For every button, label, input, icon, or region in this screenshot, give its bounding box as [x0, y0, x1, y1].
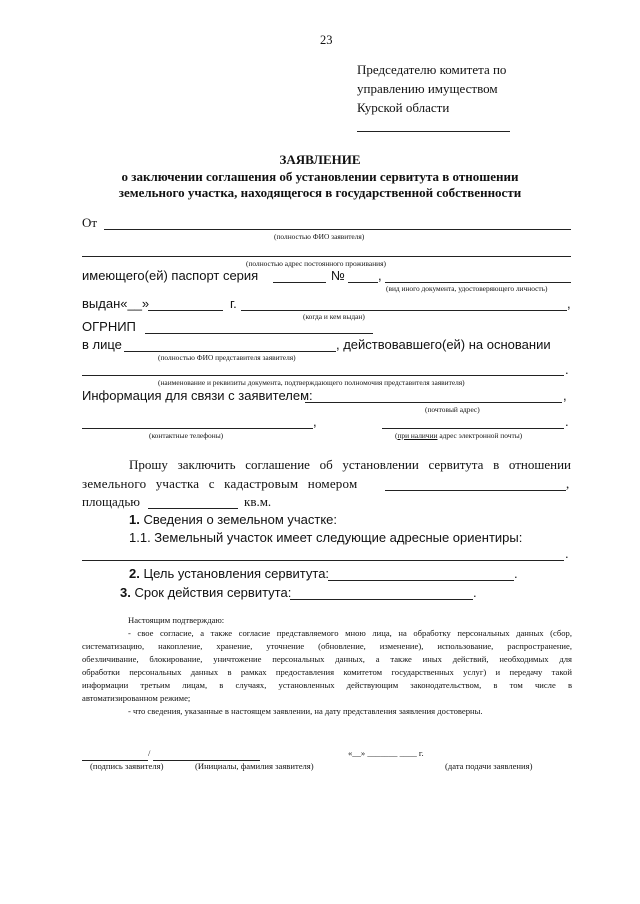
issued-by-field[interactable] — [241, 310, 567, 311]
submission-date-field[interactable]: «__» _______ ____ г. — [348, 748, 424, 758]
passport-number-field[interactable] — [348, 282, 378, 283]
addressee-line-2: управлению имуществом — [357, 81, 498, 96]
servitude-purpose-dot: . — [514, 566, 518, 581]
consent-line-1: - свое согласие, а также согласие представляемого мною лица, на обработку персональных данных (сбор, — [128, 628, 572, 638]
title-line-2: земельного участка, находящегося в государственной собственности — [118, 185, 522, 200]
cadastral-number-field[interactable] — [385, 490, 566, 491]
addressee-line-3: Курской области — [357, 100, 450, 115]
caption-phones: (контактные телефоны) — [149, 431, 224, 440]
email-field[interactable] — [382, 428, 564, 429]
passport-text: имеющего(ей) паспорт серия — [82, 268, 259, 283]
issued-month-field[interactable] — [148, 310, 223, 311]
passport-comma: , — [378, 268, 382, 283]
section-2-number: 2. — [129, 566, 140, 581]
consent-line-2: систематизацию, накопление, хранение, уточнение (обновление, изменение), использование, распространение, — [82, 641, 572, 651]
section-3-text: Срок действия сервитута: — [130, 585, 292, 600]
consent-intro: Настоящим подтверждаю: — [128, 615, 225, 625]
authority-document-field[interactable] — [82, 375, 564, 376]
phones-field[interactable] — [82, 428, 313, 429]
representative-prefix: в лице — [82, 337, 122, 352]
section-3-number: 3. — [120, 585, 131, 600]
postal-address-comma: , — [563, 388, 567, 403]
area-label: площадью — [82, 494, 140, 509]
issued-year-suffix: г. — [230, 296, 237, 311]
representative-basis-text: , действовавшего(ей) на основании — [336, 337, 551, 352]
caption-email — [395, 431, 522, 440]
section-1-1-text: 1.1. Земельный участок имеет следующие адресные ориентиры: — [129, 530, 523, 545]
postal-address-field[interactable] — [305, 402, 562, 403]
email-dot: . — [565, 414, 569, 429]
section-1-heading — [129, 512, 337, 527]
addressee-line-1: Председателю комитета по — [357, 62, 507, 77]
consent-line-4: обработки персональных данных в рамках предоставления комитетом государственных услуг) и передачу такой — [82, 667, 572, 677]
caption-issued-by: (когда и кем выдан) — [303, 312, 365, 321]
caption-authority-document: (наименование и реквизиты документа, подтверждающего полномочия представителя заявителя) — [158, 378, 465, 387]
caption-submission-date: (дата подачи заявления) — [445, 761, 533, 771]
servitude-purpose-field[interactable] — [328, 580, 514, 581]
title-heading: ЗАЯВЛЕНИЕ — [279, 152, 361, 167]
section-1-number: 1. — [129, 512, 140, 527]
applicant-fio-field[interactable] — [104, 229, 571, 230]
other-id-document-field[interactable] — [385, 282, 571, 283]
title-line-1: о заключении соглашения об установлении сервитута в отношении — [121, 169, 519, 184]
issued-comma: , — [567, 296, 571, 311]
from-label: От — [82, 215, 98, 230]
phones-comma: , — [313, 414, 317, 429]
issued-text: выдан«__» — [82, 296, 150, 311]
caption-signature: (подпись заявителя) — [90, 761, 164, 771]
caption-representative-fio: (полностью ФИО представителя заявителя) — [158, 353, 296, 362]
caption-email-rest: адрес электронной почты) — [437, 431, 523, 440]
consent-line-5: информации третьим лицам, в случаях, установленных действующим законодательством, в том числе в — [82, 680, 572, 690]
page-number: 23 — [320, 33, 333, 47]
section-2-text: Цель установления сервитута: — [139, 566, 330, 581]
caption-email-open: ( — [395, 431, 398, 440]
passport-number-sign: № — [331, 268, 345, 283]
consent-line-7: - что сведения, указанные в настоящем заявлении, на дату представления заявления достоверны. — [128, 706, 483, 716]
contact-label: Информация для связи с заявителем: — [82, 388, 313, 403]
consent-block — [82, 614, 572, 718]
caption-other-id-document: (вид иного документа, удостоверяющего личность) — [386, 284, 548, 293]
ogrnip-field[interactable] — [145, 333, 373, 334]
area-field[interactable] — [148, 508, 238, 509]
request-line-1: Прошу заключить соглашение об установлении сервитута в отношении — [129, 457, 571, 472]
caption-applicant-fio: (полностью ФИО заявителя) — [274, 232, 365, 241]
address-landmarks-dot: . — [565, 546, 569, 561]
caption-postal-address: (почтовый адрес) — [425, 405, 480, 414]
signature-slash: / — [148, 748, 151, 758]
ogrnip-label: ОГРНИП — [82, 319, 136, 334]
servitude-term-field[interactable] — [290, 599, 473, 600]
section-3-heading — [120, 585, 291, 600]
address-landmarks-field[interactable] — [82, 560, 564, 561]
servitude-term-dot: . — [473, 585, 477, 600]
caption-email-if-any: при наличии — [397, 431, 438, 440]
representative-fio-field[interactable] — [124, 351, 336, 352]
consent-line-3: обезличивание, блокирование, уничтожение персональных данных, а также иных действий, необходимых для — [82, 654, 572, 664]
caption-applicant-address: (полностью адрес постоянного проживания) — [246, 259, 386, 268]
caption-initials-surname: (Инициалы, фамилия заявителя) — [195, 761, 314, 771]
section-1-text: Сведения о земельном участке: — [139, 512, 338, 527]
section-2-heading — [129, 566, 329, 581]
passport-series-field[interactable] — [273, 282, 326, 283]
consent-line-6: автоматизированном режиме; — [82, 693, 191, 703]
addressee-blank-line[interactable] — [357, 131, 510, 132]
area-unit: кв.м. — [244, 494, 272, 509]
cadastral-comma: , — [566, 476, 570, 491]
applicant-address-field[interactable] — [82, 256, 571, 257]
authority-document-dot: . — [565, 362, 569, 377]
request-cadastral-text: земельного участка с кадастровым номером — [82, 476, 358, 491]
